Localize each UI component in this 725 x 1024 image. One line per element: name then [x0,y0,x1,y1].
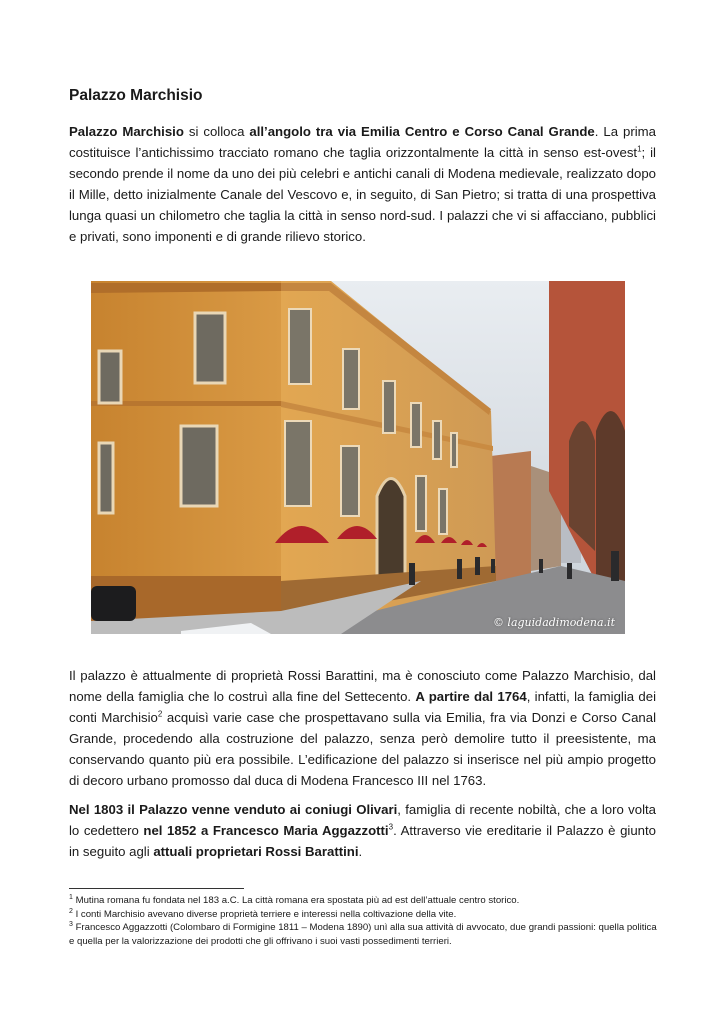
text-bold: Nel 1803 il Palazzo venne venduto ai coniugi Olivari [69,802,398,817]
footnote-ref-1[interactable]: 1 [637,144,642,154]
text-run: acquisì varie case che prospettavano sulla via Emilia, fra via Donzi e Corso Canal Grande, procedendo alla costruzione del palazzo, senza però demolire tutto il preesistente, ma conservando quanto più era possibile. L’edificazione del palazzo si inserisce nel più ampio progetto di decoro urbano promosso dal duca di Modena Francesco III nel 1763. [69,710,657,788]
page-title: Palazzo Marchisio [69,87,203,104]
footnote-2 [69,908,659,922]
text-run: . [358,844,363,859]
ownership-paragraph [69,799,656,862]
text-bold: nel 1852 a Francesco Maria Aggazzotti [143,823,389,838]
footnote-text: Mutina romana fu fondata nel 183 a.C. La città romana era spostata più ad est dell’attuale centro storico. [72,895,520,906]
text-run: . Attraverso vie ereditarie il Palazzo è giunto in seguito agli [69,823,657,859]
footnote-1 [69,894,659,908]
text-run: . La prima costituisce l’antichissimo tracciato romano che taglia orizzontalmente la città in senso est-ovest [69,124,656,160]
footnote-text: Francesco Aggazzotti (Colombaro di Formigine 1811 – Modena 1890) unì alla sua attività di avvocato, due grandi passioni: quella politica e quella per la valorizzazione dei prodotti che gli offrivano i suoi vasti possedimenti terrieri. [69,922,657,947]
footnote-ref-3[interactable]: 3 [388,822,394,832]
text-run: , infatti, la famiglia dei conti Marchisio [69,689,656,725]
palazzo-photo-illustration [91,281,625,634]
footnote-number: 1 [69,893,73,901]
text-run: ; il secondo prende il nome da uno dei più celebri e antichi canali di Modena medievale, realizzato dopo il Mille, detto inizialmente Canale del Vescovo e, in seguito, di San Pietro; si tratta di una prospettiva lunga quasi un chilometro che taglia la città in senso nord-sud. I palazzi che vi si affacciano, pubblici e privati, sono imponenti e di grande rilievo storico. [69,145,656,244]
footnote-3 [69,921,659,948]
photo-watermark: © laguidadimodena.it [492,616,615,629]
footnote-text: I conti Marchisio avevano diverse proprietà terriere e interessi nella coltivazione della vite. [72,908,457,920]
footnotes [69,894,659,948]
history-paragraph [69,665,656,791]
palazzo-photo [91,281,625,634]
text-run: , famiglia di recente nobiltà, che a loro volta lo cedettero [69,802,656,838]
footnote-number: 2 [69,907,73,915]
text-bold: Palazzo Marchisio [69,124,184,139]
footnote-divider [69,888,244,889]
footnote-number: 3 [69,921,73,928]
text-bold: all’angolo tra via Emilia Centro e Corso Canal Grande [249,124,595,139]
text-bold: attuali proprietari Rossi Barattini [153,844,359,859]
footnote-ref-2[interactable]: 2 [157,709,163,719]
text-run: Il palazzo è attualmente di proprietà Rossi Barattini, ma è conosciuto come Palazzo Marchisio, dal nome della famiglia che lo costruì alla fine del Settecento. [69,668,656,704]
intro-paragraph [69,121,656,247]
text-run: si colloca [183,124,250,139]
text-bold: A partire dal 1764 [415,689,527,704]
